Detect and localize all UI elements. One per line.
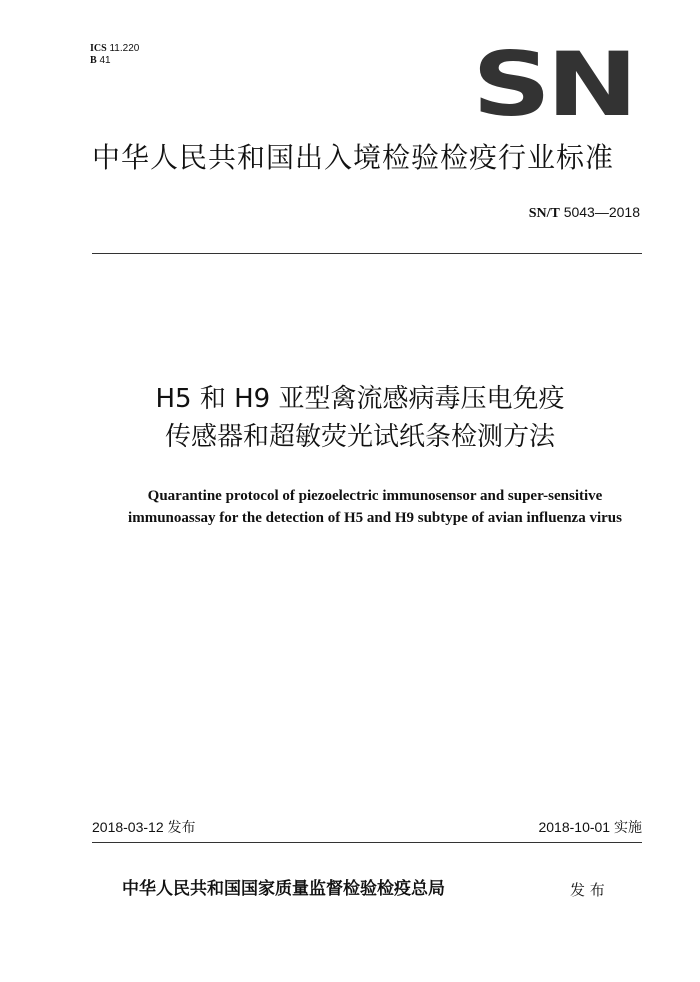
- publish-label: 发 布: [570, 881, 605, 899]
- standard-prefix: SN/T: [528, 206, 560, 221]
- classification-codes: [90, 43, 139, 67]
- english-title: [0, 485, 700, 529]
- english-title-line-2: immunoassay for the detection of H5 and H9 subtype of avian influenza virus: [128, 510, 622, 526]
- top-divider: [92, 253, 642, 254]
- english-title-line-1: Quarantine protocol of piezoelectric immunosensor and super-sensitive: [147, 488, 603, 504]
- ics-value: 11.220: [109, 43, 140, 54]
- issue-date: 2018-03-12 发布: [92, 819, 196, 835]
- standard-category: 中华人民共和国出入境检验检疫行业标准: [92, 141, 615, 174]
- bottom-divider: [92, 842, 642, 843]
- chinese-title-line-1: H5 和 H9 亚型禽流感病毒压电免疫: [155, 384, 565, 414]
- ccs-code: [90, 55, 139, 67]
- chinese-title-line-2: 传感器和超敏荧光试纸条检测方法: [164, 422, 555, 452]
- chinese-title: [0, 380, 700, 456]
- ccs-prefix: B: [90, 55, 97, 66]
- ics-prefix: ICS: [90, 43, 107, 54]
- ics-code: [90, 43, 139, 55]
- ccs-value: 41: [99, 55, 111, 66]
- standard-number: [529, 204, 640, 222]
- implementation-date: 2018-10-01 实施: [538, 819, 642, 835]
- sn-logo: SN: [472, 33, 634, 136]
- standard-code: 5043—2018: [563, 204, 640, 220]
- publisher: 中华人民共和国国家质量监督检验检疫总局: [122, 879, 445, 899]
